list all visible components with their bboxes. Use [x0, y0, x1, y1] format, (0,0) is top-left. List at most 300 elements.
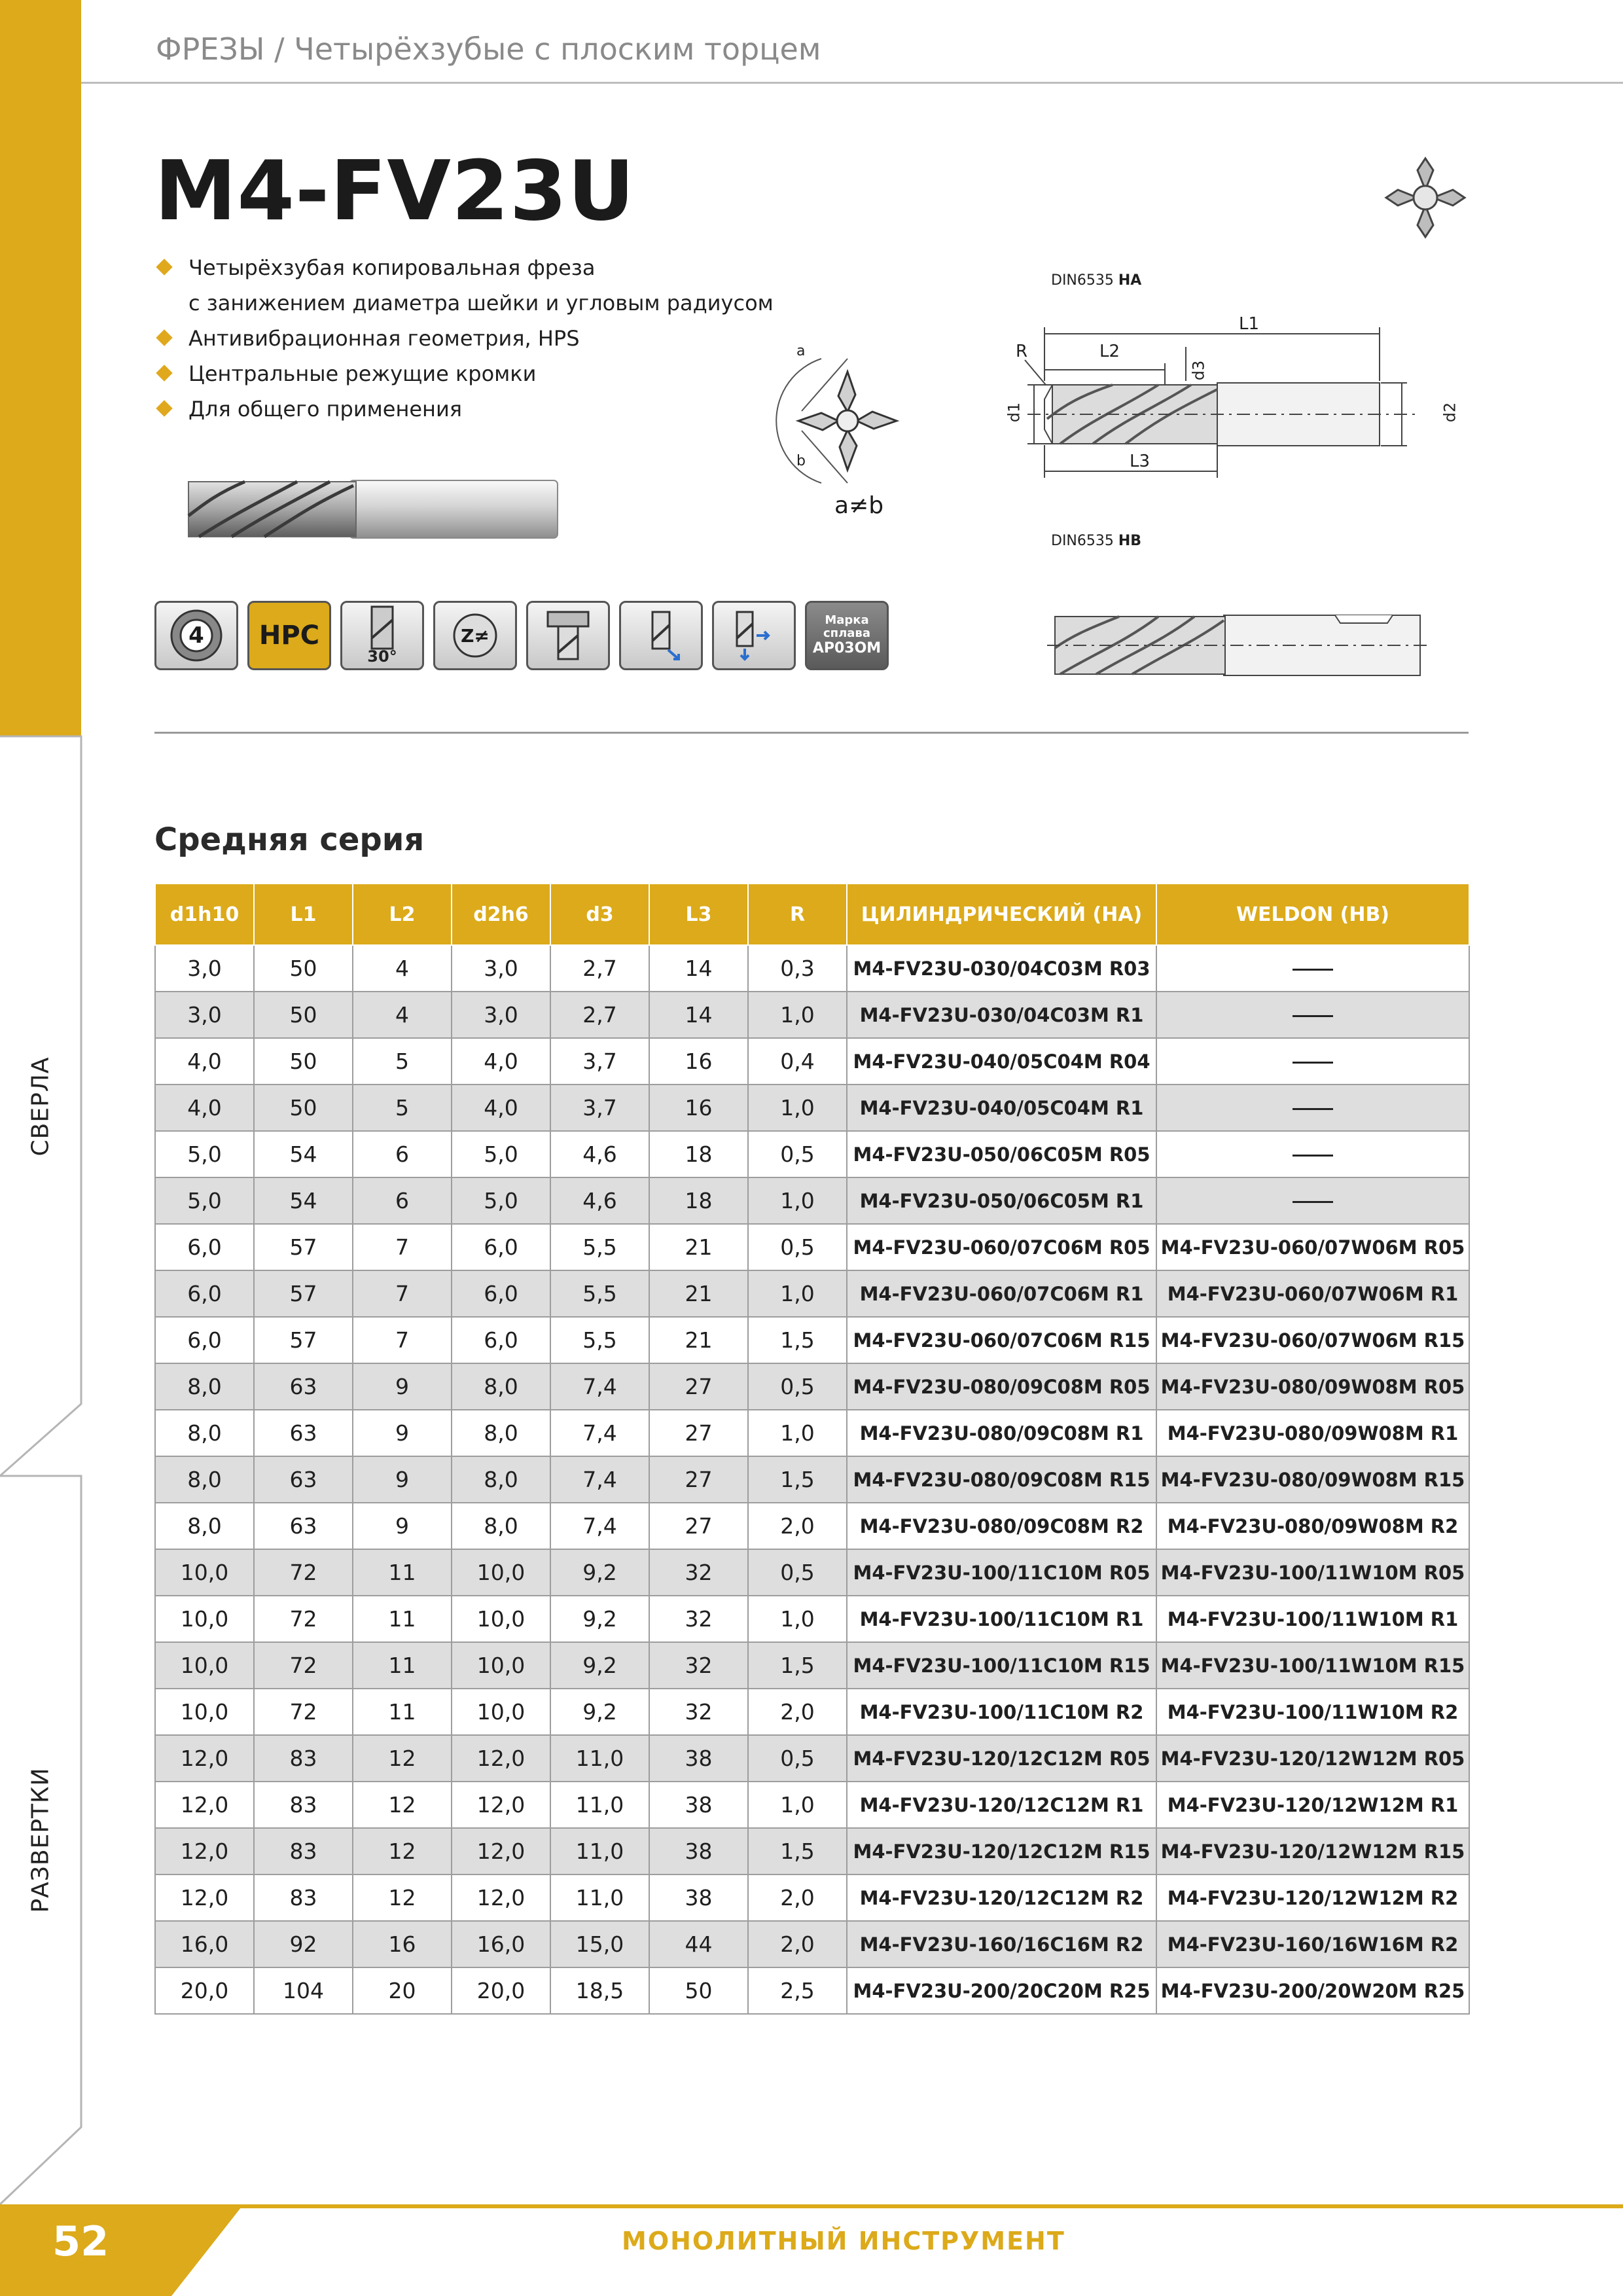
table-cell: 16,0	[452, 1921, 550, 1967]
weldon-code-cell	[1156, 1177, 1469, 1224]
flutes-badge	[154, 601, 238, 670]
table-cell: 54	[254, 1131, 353, 1177]
page-number: 52	[52, 2217, 109, 2265]
weldon-code-cell: M4-FV23U-080/09W08M R05	[1156, 1363, 1469, 1410]
table-cell: 4,6	[550, 1177, 649, 1224]
weldon-code-cell: M4-FV23U-120/12W12M R1	[1156, 1782, 1469, 1828]
table-cell: 5,0	[452, 1131, 550, 1177]
angle-label-b: b	[796, 453, 806, 469]
table-row	[155, 1317, 1469, 1363]
side-milling-icon	[728, 609, 780, 662]
hpc-label: HPC	[259, 620, 320, 651]
weldon-code-cell	[1156, 945, 1469, 992]
feature-item: Для общего применения	[156, 391, 797, 427]
table-cell: 6,0	[452, 1224, 550, 1270]
table-cell: 3,7	[550, 1038, 649, 1085]
weldon-code-cell: M4-FV23U-120/12W12M R05	[1156, 1735, 1469, 1782]
table-cell: 27	[649, 1410, 748, 1456]
cylindrical-code-cell: M4-FV23U-030/04C03M R1	[847, 992, 1156, 1038]
table-cell: 32	[649, 1596, 748, 1642]
table-cell: 2,5	[748, 1967, 847, 2014]
cylindrical-code-cell: M4-FV23U-100/11C10M R05	[847, 1549, 1156, 1596]
table-cell: 3,7	[550, 1085, 649, 1131]
table-cell: 9,2	[550, 1642, 649, 1689]
not-available-dash	[1293, 1155, 1333, 1157]
cylindrical-code-cell: M4-FV23U-050/06C05M R1	[847, 1177, 1156, 1224]
table-cell: 27	[649, 1503, 748, 1549]
table-cell: 1,0	[748, 992, 847, 1038]
cylindrical-code-cell: M4-FV23U-120/12C12M R15	[847, 1828, 1156, 1874]
table-cell: 10,0	[452, 1549, 550, 1596]
table-cell: 1,0	[748, 1410, 847, 1456]
page-title: M4-FV23U	[154, 143, 635, 239]
table-cell: 10,0	[155, 1596, 254, 1642]
table-cell: 12,0	[452, 1735, 550, 1782]
table-cell: 5	[353, 1038, 452, 1085]
table-cell: 63	[254, 1410, 353, 1456]
table-cell: 10,0	[452, 1642, 550, 1689]
cylindrical-code-cell: M4-FV23U-080/09C08M R2	[847, 1503, 1156, 1549]
helix-angle-icon	[363, 605, 402, 651]
cylindrical-code-cell: M4-FV23U-080/09C08M R15	[847, 1456, 1156, 1503]
side-milling-badge	[712, 601, 796, 670]
table-cell: 8,0	[452, 1363, 550, 1410]
table-row	[155, 1085, 1469, 1131]
footer-section: МОНОЛИТНЫЙ ИНСТРУМЕНТ	[622, 2227, 1065, 2255]
table-cell: 6,0	[155, 1317, 254, 1363]
weldon-code-cell	[1156, 1085, 1469, 1131]
feature-item: с занижением диаметра шейки и угловым радиусом	[188, 291, 774, 315]
table-row	[155, 1038, 1469, 1085]
weldon-code-cell: M4-FV23U-080/09W08M R15	[1156, 1456, 1469, 1503]
dim-label-l1: L1	[1239, 314, 1260, 334]
alloy-badge	[805, 601, 889, 670]
table-cell: 5,5	[550, 1270, 649, 1317]
table-cell: 11	[353, 1596, 452, 1642]
table-cell: 7,4	[550, 1363, 649, 1410]
table-cell: 83	[254, 1828, 353, 1874]
unequal-pitch-badge	[433, 601, 517, 670]
table-cell: 3,0	[452, 992, 550, 1038]
table-cell: 6,0	[155, 1224, 254, 1270]
alloy-label-line1: Марка	[825, 613, 869, 627]
plunge-badge	[619, 601, 703, 670]
table-cell: 11	[353, 1549, 452, 1596]
cylindrical-code-cell: M4-FV23U-100/11C10M R1	[847, 1596, 1156, 1642]
column-header: R	[748, 884, 847, 945]
table-row	[155, 1921, 1469, 1967]
table-row	[155, 1782, 1469, 1828]
table-cell: 10,0	[452, 1596, 550, 1642]
table-cell: 7,4	[550, 1456, 649, 1503]
table-cell: 44	[649, 1921, 748, 1967]
feature-item: Четырёхзубая копировальная фреза	[156, 250, 797, 285]
dim-label-r: R	[1016, 342, 1028, 361]
table-cell: 32	[649, 1642, 748, 1689]
table-cell: 2,0	[748, 1874, 847, 1921]
table-cell: 12	[353, 1828, 452, 1874]
table-cell: 21	[649, 1317, 748, 1363]
table-cell: 50	[254, 945, 353, 992]
unequal-pitch-label: Z≠	[461, 625, 490, 647]
table-cell: 9	[353, 1456, 452, 1503]
table-cell: 4,0	[452, 1038, 550, 1085]
dimension-drawing-hb	[1047, 609, 1427, 681]
weldon-code-cell: M4-FV23U-100/11W10M R05	[1156, 1549, 1469, 1596]
dim-label-l3: L3	[1130, 452, 1150, 471]
dimension-drawing-ha	[1001, 308, 1486, 491]
table-cell: 1,0	[748, 1177, 847, 1224]
sidebar-frame	[0, 0, 170, 2296]
table-cell: 11,0	[550, 1735, 649, 1782]
table-row	[155, 1410, 1469, 1456]
table-row	[155, 1549, 1469, 1596]
table-cell: 1,5	[748, 1317, 847, 1363]
table-cell: 72	[254, 1549, 353, 1596]
table-row	[155, 1689, 1469, 1735]
table-cell: 38	[649, 1874, 748, 1921]
table-cell: 15,0	[550, 1921, 649, 1967]
sidebar-tab-label: РАЗВЕРТКИ	[27, 1767, 54, 1913]
table-row	[155, 992, 1469, 1038]
column-header: L2	[353, 884, 452, 945]
table-row	[155, 1642, 1469, 1689]
cylindrical-code-cell: M4-FV23U-120/12C12M R2	[847, 1874, 1156, 1921]
table-cell: 0,4	[748, 1038, 847, 1085]
mill-section-icon	[1380, 152, 1471, 243]
table-cell: 21	[649, 1270, 748, 1317]
table-cell: 1,5	[748, 1456, 847, 1503]
table-cell: 0,5	[748, 1224, 847, 1270]
table-cell: 72	[254, 1596, 353, 1642]
table-cell: 7,4	[550, 1503, 649, 1549]
table-cell: 3,0	[452, 945, 550, 992]
angle-inequality: a≠b	[834, 492, 884, 519]
table-cell: 14	[649, 945, 748, 992]
series-title: Средняя серия	[154, 821, 425, 858]
table-cell: 0,5	[748, 1131, 847, 1177]
table-cell: 16	[353, 1921, 452, 1967]
sidebar-tab-label: СВЕРЛА	[27, 1056, 54, 1156]
table-cell: 7,4	[550, 1410, 649, 1456]
feature-item: Антивибрационная геометрия, HPS	[156, 321, 797, 356]
table-cell: 7	[353, 1317, 452, 1363]
table-cell: 18	[649, 1177, 748, 1224]
table-cell: 6	[353, 1131, 452, 1177]
table-cell: 16	[649, 1085, 748, 1131]
table-body	[155, 945, 1469, 2014]
table-cell: 50	[254, 1085, 353, 1131]
table-cell: 9	[353, 1363, 452, 1410]
table-cell: 38	[649, 1828, 748, 1874]
table-cell: 7	[353, 1224, 452, 1270]
table-cell: 9,2	[550, 1596, 649, 1642]
table-cell: 5,5	[550, 1317, 649, 1363]
alloy-code: AP03OM	[812, 640, 882, 656]
dim-label-l2: L2	[1099, 342, 1120, 361]
table-cell: 4,6	[550, 1131, 649, 1177]
alloy-label-line2: сплава	[823, 626, 870, 640]
weldon-code-cell	[1156, 1131, 1469, 1177]
center-cut-badge	[526, 601, 610, 670]
table-row	[155, 1735, 1469, 1782]
bullet-icon	[156, 400, 172, 416]
weldon-code-cell: M4-FV23U-120/12W12M R2	[1156, 1874, 1469, 1921]
cylindrical-code-cell: M4-FV23U-040/05C04M R04	[847, 1038, 1156, 1085]
table-cell: 6,0	[155, 1270, 254, 1317]
weldon-code-cell: M4-FV23U-060/07W06M R1	[1156, 1270, 1469, 1317]
table-cell: 11	[353, 1642, 452, 1689]
table-cell: 9,2	[550, 1689, 649, 1735]
table-cell: 11,0	[550, 1828, 649, 1874]
table-cell: 12,0	[452, 1828, 550, 1874]
dim-label-d1: d1	[1005, 402, 1024, 423]
table-cell: 6,0	[452, 1270, 550, 1317]
table-row	[155, 1596, 1469, 1642]
table-cell: 4	[353, 945, 452, 992]
table-cell: 8,0	[452, 1503, 550, 1549]
spec-table	[154, 883, 1470, 2015]
angle-label-a: a	[796, 343, 806, 359]
weldon-code-cell: M4-FV23U-060/07W06M R15	[1156, 1317, 1469, 1363]
weldon-code-cell: M4-FV23U-080/09W08M R2	[1156, 1503, 1469, 1549]
table-cell: 4,0	[155, 1038, 254, 1085]
cylindrical-code-cell: M4-FV23U-120/12C12M R1	[847, 1782, 1156, 1828]
table-cell: 4	[353, 992, 452, 1038]
table-cell: 0,5	[748, 1363, 847, 1410]
table-cell: 0,5	[748, 1549, 847, 1596]
table-cell: 104	[254, 1967, 353, 2014]
cylindrical-code-cell: M4-FV23U-060/07C06M R1	[847, 1270, 1156, 1317]
table-cell: 5,0	[452, 1177, 550, 1224]
table-cell: 8,0	[452, 1456, 550, 1503]
table-row	[155, 1874, 1469, 1921]
bullet-icon	[156, 365, 172, 381]
table-cell: 14	[649, 992, 748, 1038]
table-cell: 16,0	[155, 1921, 254, 1967]
table-row	[155, 1456, 1469, 1503]
table-row	[155, 1363, 1469, 1410]
table-cell: 4,0	[452, 1085, 550, 1131]
table-cell: 12,0	[452, 1874, 550, 1921]
table-cell: 72	[254, 1642, 353, 1689]
table-cell: 57	[254, 1317, 353, 1363]
cylindrical-code-cell: M4-FV23U-100/11C10M R15	[847, 1642, 1156, 1689]
table-cell: 38	[649, 1782, 748, 1828]
helix-badge	[340, 601, 424, 670]
table-cell: 20	[353, 1967, 452, 2014]
table-cell: 1,0	[748, 1782, 847, 1828]
table-row	[155, 1177, 1469, 1224]
table-row	[155, 1503, 1469, 1549]
table-cell: 8,0	[155, 1456, 254, 1503]
cylindrical-code-cell: M4-FV23U-040/05C04M R1	[847, 1085, 1156, 1131]
not-available-dash	[1293, 1015, 1333, 1017]
table-cell: 8,0	[452, 1410, 550, 1456]
helix-angle-label: 30°	[367, 647, 397, 666]
hpc-badge	[247, 601, 331, 670]
table-cell: 63	[254, 1456, 353, 1503]
table-cell: 54	[254, 1177, 353, 1224]
weldon-code-cell: M4-FV23U-080/09W08M R1	[1156, 1410, 1469, 1456]
table-row	[155, 1828, 1469, 1874]
table-cell: 12,0	[155, 1782, 254, 1828]
table-cell: 10,0	[155, 1549, 254, 1596]
cylindrical-code-cell: M4-FV23U-200/20C20M R25	[847, 1967, 1156, 2014]
table-cell: 27	[649, 1456, 748, 1503]
table-cell: 1,0	[748, 1270, 847, 1317]
table-cell: 3,0	[155, 945, 254, 992]
table-cell: 72	[254, 1689, 353, 1735]
cylindrical-code-cell: M4-FV23U-060/07C06M R05	[847, 1224, 1156, 1270]
table-cell: 83	[254, 1735, 353, 1782]
table-cell: 18,5	[550, 1967, 649, 2014]
table-cell: 12,0	[452, 1782, 550, 1828]
table-cell: 0,5	[748, 1735, 847, 1782]
header-divider	[81, 82, 1623, 84]
column-header: d1h10	[155, 884, 254, 945]
cylindrical-code-cell: M4-FV23U-160/16C16M R2	[847, 1921, 1156, 1967]
not-available-dash	[1293, 1062, 1333, 1064]
table-cell: 3,0	[155, 992, 254, 1038]
table-cell: 4,0	[155, 1085, 254, 1131]
bullet-icon	[156, 259, 172, 275]
table-cell: 20,0	[452, 1967, 550, 2014]
table-row	[155, 1967, 1469, 2014]
cylindrical-code-cell: M4-FV23U-100/11C10M R2	[847, 1689, 1156, 1735]
table-cell: 16	[649, 1038, 748, 1085]
table-cell: 10,0	[155, 1642, 254, 1689]
table-cell: 10,0	[155, 1689, 254, 1735]
cylindrical-code-cell: M4-FV23U-080/09C08M R1	[847, 1410, 1156, 1456]
table-cell: 5,0	[155, 1177, 254, 1224]
table-cell: 12,0	[155, 1735, 254, 1782]
table-cell: 63	[254, 1363, 353, 1410]
table-cell: 6	[353, 1177, 452, 1224]
column-header: L1	[254, 884, 353, 945]
table-cell: 2,0	[748, 1921, 847, 1967]
table-cell: 12	[353, 1782, 452, 1828]
table-cell: 7	[353, 1270, 452, 1317]
table-cell: 12	[353, 1874, 452, 1921]
bullet-icon	[156, 329, 172, 346]
table-cell: 11	[353, 1689, 452, 1735]
table-cell: 18	[649, 1131, 748, 1177]
not-available-dash	[1293, 1108, 1333, 1110]
column-header: ЦИЛИНДРИЧЕСКИЙ (HA)	[847, 884, 1156, 945]
din-hb-label: DIN6535 HB	[1051, 533, 1142, 549]
not-available-dash	[1293, 1201, 1333, 1203]
table-row	[155, 1131, 1469, 1177]
section-divider	[154, 732, 1469, 734]
table-cell: 50	[649, 1967, 748, 2014]
cylindrical-code-cell: M4-FV23U-050/06C05M R05	[847, 1131, 1156, 1177]
column-header: L3	[649, 884, 748, 945]
table-cell: 8,0	[155, 1410, 254, 1456]
table-cell: 12,0	[155, 1874, 254, 1921]
table-cell: 5,0	[155, 1131, 254, 1177]
cylindrical-code-cell: M4-FV23U-120/12C12M R05	[847, 1735, 1156, 1782]
table-cell: 9,2	[550, 1549, 649, 1596]
table-cell: 20,0	[155, 1967, 254, 2014]
table-cell: 6,0	[452, 1317, 550, 1363]
table-cell: 2,0	[748, 1689, 847, 1735]
weldon-code-cell: M4-FV23U-100/11W10M R2	[1156, 1689, 1469, 1735]
table-cell: 2,7	[550, 945, 649, 992]
table-cell: 38	[649, 1735, 748, 1782]
table-header-row	[155, 884, 1469, 945]
table-cell: 1,0	[748, 1085, 847, 1131]
dim-label-d2: d2	[1440, 402, 1459, 423]
table-cell: 63	[254, 1503, 353, 1549]
feature-item: Центральные режущие кромки	[156, 356, 797, 391]
end-mill-image	[186, 476, 565, 542]
table-cell: 8,0	[155, 1503, 254, 1549]
table-cell: 32	[649, 1689, 748, 1735]
table-cell: 9	[353, 1503, 452, 1549]
table-cell: 57	[254, 1270, 353, 1317]
cylindrical-code-cell: M4-FV23U-080/09C08M R05	[847, 1363, 1156, 1410]
table-cell: 12,0	[155, 1828, 254, 1874]
center-cutting-icon	[545, 609, 591, 662]
table-row	[155, 1224, 1469, 1270]
page-number-tab	[0, 2204, 249, 2296]
table-row	[155, 945, 1469, 992]
din-ha-label: DIN6535 HA	[1051, 272, 1142, 289]
weldon-code-cell: M4-FV23U-100/11W10M R1	[1156, 1596, 1469, 1642]
table-cell: 83	[254, 1874, 353, 1921]
table-cell: 11,0	[550, 1874, 649, 1921]
weldon-code-cell: M4-FV23U-100/11W10M R15	[1156, 1642, 1469, 1689]
table-cell: 1,0	[748, 1596, 847, 1642]
not-available-dash	[1293, 969, 1333, 971]
table-cell: 5	[353, 1085, 452, 1131]
table-cell: 50	[254, 992, 353, 1038]
weldon-code-cell: M4-FV23U-060/07W06M R05	[1156, 1224, 1469, 1270]
table-cell: 1,5	[748, 1828, 847, 1874]
table-cell: 2,7	[550, 992, 649, 1038]
dim-label-d3: d3	[1189, 360, 1208, 381]
weldon-code-cell: M4-FV23U-120/12W12M R15	[1156, 1828, 1469, 1874]
table-cell: 8,0	[155, 1363, 254, 1410]
weldon-code-cell	[1156, 992, 1469, 1038]
table-cell: 1,5	[748, 1642, 847, 1689]
table-row	[155, 1270, 1469, 1317]
table-cell: 32	[649, 1549, 748, 1596]
table-cell: 92	[254, 1921, 353, 1967]
table-cell: 12	[353, 1735, 452, 1782]
weldon-code-cell: M4-FV23U-200/20W20M R25	[1156, 1967, 1469, 2014]
feature-list	[156, 250, 797, 427]
cylindrical-code-cell: M4-FV23U-030/04C03M R03	[847, 945, 1156, 992]
table-cell: 57	[254, 1224, 353, 1270]
table-cell: 50	[254, 1038, 353, 1085]
table-cell: 9	[353, 1410, 452, 1456]
table-cell: 10,0	[452, 1689, 550, 1735]
table-cell: 83	[254, 1782, 353, 1828]
column-header: WELDON (HB)	[1156, 884, 1469, 945]
table-cell: 0,3	[748, 945, 847, 992]
flutes-count: 4	[188, 622, 204, 649]
column-header: d3	[550, 884, 649, 945]
plunge-milling-icon	[638, 609, 684, 662]
cylindrical-code-cell: M4-FV23U-060/07C06M R15	[847, 1317, 1156, 1363]
table-cell: 5,5	[550, 1224, 649, 1270]
table-cell: 27	[649, 1363, 748, 1410]
weldon-code-cell	[1156, 1038, 1469, 1085]
table-cell: 11,0	[550, 1782, 649, 1828]
breadcrumb: ФРЕЗЫ / Четырёхзубые с плоским торцем	[156, 31, 821, 67]
